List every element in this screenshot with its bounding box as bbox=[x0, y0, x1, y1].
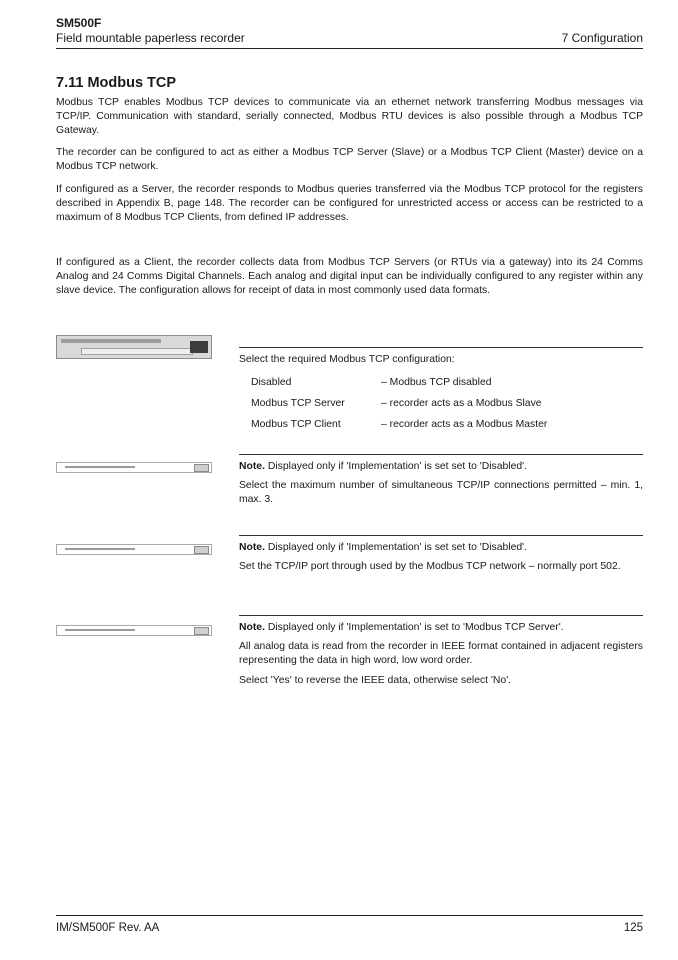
section-title: 7.11 Modbus TCP bbox=[56, 75, 177, 91]
option-name: Modbus TCP Server bbox=[251, 398, 345, 410]
note-body: Displayed only if 'Implementation' is set set to 'Disabled'. bbox=[264, 542, 528, 553]
note-text bbox=[239, 621, 643, 635]
port-panel bbox=[239, 535, 643, 574]
option-row bbox=[251, 372, 643, 393]
paragraph-intro: Modbus TCP enables Modbus TCP devices to communicate via an ethernet network transferring Modbus messages via TCP/IP. Communication with standard, serially connected, Modbus RTU devices is also possible through a Modbus TCP Gateway. bbox=[56, 97, 643, 137]
implementation-options bbox=[239, 372, 643, 435]
implementation-panel bbox=[239, 347, 643, 435]
max-connections-panel bbox=[239, 454, 643, 508]
screen-title-bar bbox=[61, 339, 161, 343]
note-body: Displayed only if 'Implementation' is set to 'Modbus TCP Server'. bbox=[264, 622, 564, 633]
option-desc: – Modbus TCP disabled bbox=[381, 377, 492, 389]
document-id: IM/SM500F Rev. AA bbox=[56, 922, 160, 934]
screen-button bbox=[194, 627, 209, 635]
header-divider bbox=[56, 48, 643, 49]
option-desc: – recorder acts as a Modbus Slave bbox=[381, 398, 542, 410]
paragraph-server-client: The recorder can be configured to act as either a Modbus TCP Server (Slave) or a Modbus TCP Client (Master) device on a Modbus TCP network. bbox=[56, 147, 643, 173]
implementation-screen-image bbox=[56, 335, 212, 359]
note-label: Note. bbox=[239, 461, 265, 472]
option-row bbox=[251, 393, 643, 414]
reverse-ieee-panel bbox=[239, 615, 643, 688]
note-text bbox=[239, 460, 643, 474]
screen-label bbox=[65, 629, 135, 631]
note-label: Note. bbox=[239, 542, 265, 553]
reverse-ieee-screen-image bbox=[56, 625, 212, 636]
implementation-intro: Select the required Modbus TCP configuration: bbox=[239, 354, 455, 365]
screen-field bbox=[81, 348, 193, 355]
footer-divider bbox=[56, 915, 643, 916]
product-name: SM500F bbox=[56, 16, 102, 30]
screen-button bbox=[194, 546, 209, 554]
screen-button bbox=[190, 341, 208, 353]
document-subtitle: Field mountable paperless recorder bbox=[56, 31, 245, 45]
paragraph-client: If configured as a Client, the recorder collects data from Modbus TCP Servers (or RTUs via a gateway) into its 24 Comms Analog and 24 Comms Digital Channels. Each analog and digital input can be individually configured to any register within any slave device. The configuration allows for receipt of data in most commonly used data formats. bbox=[56, 257, 643, 297]
port-description: Set the TCP/IP port through used by the Modbus TCP network – normally port 502. bbox=[239, 561, 621, 573]
panel-divider bbox=[239, 535, 643, 536]
option-name: Modbus TCP Client bbox=[251, 419, 341, 431]
panel-divider bbox=[239, 615, 643, 616]
screen-label bbox=[65, 548, 135, 550]
screen-label bbox=[65, 466, 135, 468]
page-number: 125 bbox=[623, 922, 643, 934]
reverse-ieee-description: All analog data is read from the recorder in IEEE format contained in adjacent registers representing the data in high word, low word order. bbox=[239, 641, 643, 667]
paragraph-server: If configured as a Server, the recorder responds to Modbus queries transferred via the Modbus TCP protocol for the registers described in Appendix B, page 148. The recorder can be configured for unrestricted access or access can be restricted to a maximum of 8 Modbus TCP Clients, from defined IP addresses. bbox=[56, 184, 643, 224]
panel-divider bbox=[239, 347, 643, 348]
reverse-ieee-instruction: Select 'Yes' to reverse the IEEE data, otherwise select 'No'. bbox=[239, 674, 512, 686]
panel-divider bbox=[239, 454, 643, 455]
screen-button bbox=[194, 464, 209, 472]
note-text bbox=[239, 541, 643, 555]
max-connections-description: Select the maximum number of simultaneous TCP/IP connections permitted – min. 1, max. 3. bbox=[239, 480, 643, 506]
note-body: Displayed only if 'Implementation' is set set to 'Disabled'. bbox=[264, 461, 528, 472]
max-connections-screen-image bbox=[56, 462, 212, 473]
chapter-title: 7 Configuration bbox=[561, 31, 643, 45]
option-desc: – recorder acts as a Modbus Master bbox=[381, 419, 548, 431]
option-name: Disabled bbox=[251, 377, 292, 389]
note-label: Note. bbox=[239, 622, 265, 633]
running-header bbox=[56, 31, 643, 45]
port-screen-image bbox=[56, 544, 212, 555]
option-row bbox=[251, 414, 643, 435]
